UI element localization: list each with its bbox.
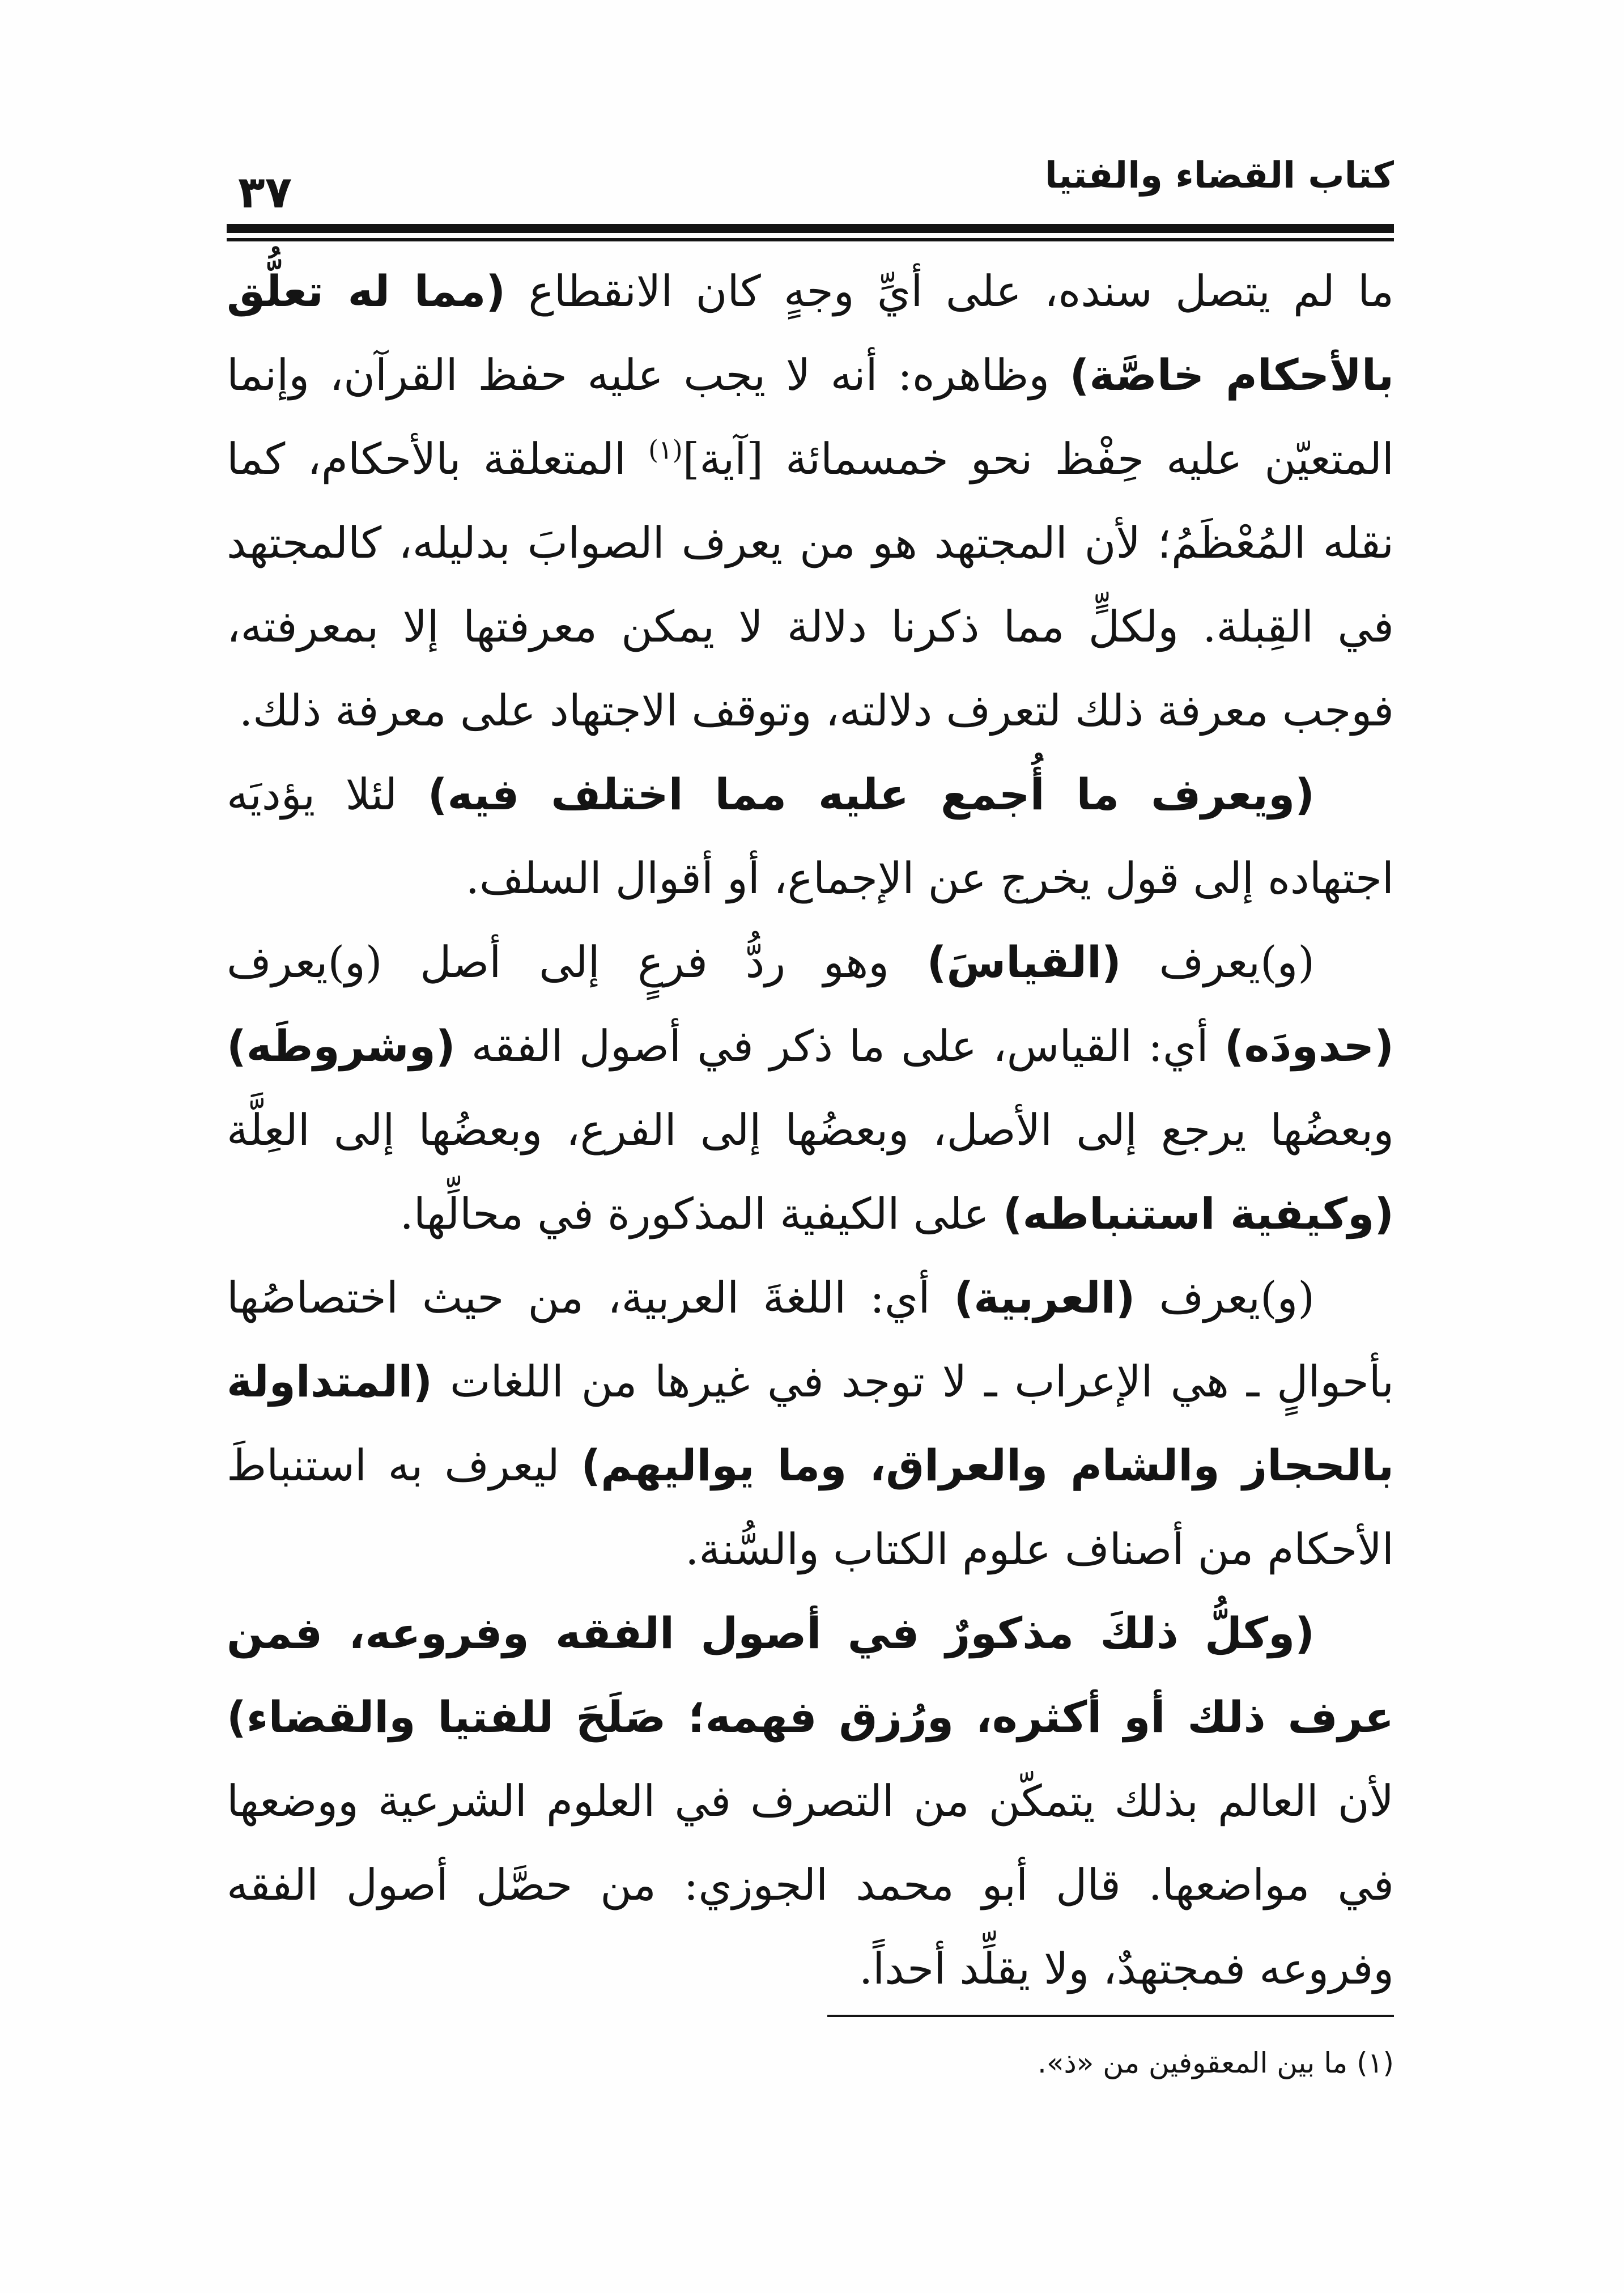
- matn-text: (وكيفية استنباطه): [1002, 1188, 1394, 1239]
- commentary-text: أي: اللغةَ العربية، من حيث اختصاصُها بأحوالٍ ـ هي الإعراب ـ لا توجد في غيرها من اللغات: [227, 1272, 1394, 1407]
- commentary-text: المتعلقة بالأحكام، كما نقله المُعْظَمُ؛ لأن المجتهد هو من يعرف الصوابَ بدليله، كالمجتهد في القِبلة. ولكلٍّ مما ذكرنا دلالة لا يمكن معرفتها إلا بمعرفته، فوجب معرفة ذلك لتعرف دلالته، وتوقف الاجتهاد على معرفة ذلك.: [227, 434, 1394, 736]
- commentary-text: ما لم يتصل سنده، على أيِّ وجهٍ كان الانقطاع: [505, 266, 1394, 316]
- commentary-text: لئلا يؤديَه اجتهاده إلى قول يخرج عن الإجماع، أو أقوال السلف.: [227, 769, 1394, 903]
- paragraph: [227, 1256, 1394, 1591]
- main-text: [227, 249, 1394, 2011]
- matn-text: (ويعرف ما أُجمع عليه مما اختلف فيه): [427, 769, 1315, 819]
- commentary-text: وظاهره: أنه لا يجب عليه حفظ القرآن، وإنما المتعيّن عليه حِفْظ نحو خمسمائة [آية]: [227, 350, 1394, 484]
- commentary-text: ليعرف به استنباطَ الأحكام من أصناف علوم الكتاب والسُّنة.: [227, 1440, 1394, 1574]
- matn-text: (حدودَه): [1224, 1021, 1394, 1071]
- matn-text: (وشروطَه): [227, 1021, 456, 1071]
- paragraph: [227, 249, 1394, 753]
- book-title: كتاب القضاء والفتيا: [1044, 155, 1394, 197]
- footnote-marker: (١): [648, 434, 683, 465]
- commentary-text: لأن العالم بذلك يتمكّن من التصرف في العلوم الشرعية ووضعها في مواضعها. قال أبو محمد الجوزي: من حصَّل أصول الفقه وفروعه فمجتهدٌ، ولا يقلِّد أحداً.: [227, 1776, 1394, 1994]
- commentary-text: (و)يعرف: [1135, 1272, 1315, 1323]
- commentary-text: على الكيفية المذكورة في محالِّها.: [399, 1188, 1003, 1239]
- footnote-separator: [827, 2015, 1394, 2017]
- paragraph: [227, 753, 1394, 920]
- matn-text: (المتداولة بالحجاز والشام والعراق، وما يواليهم): [227, 1356, 1394, 1491]
- matn-text: (مما له تعلُّق بالأحكام خاصَّة): [227, 266, 1394, 400]
- commentary-text: (و)يعرف: [1121, 937, 1315, 987]
- running-header: [227, 150, 1394, 218]
- paragraph: [227, 920, 1394, 1256]
- header-rule-thick: [227, 224, 1394, 233]
- footnote: (١) ما بين المعقوفين من «ذ».: [1038, 2046, 1394, 2079]
- matn-text: (العربية): [954, 1272, 1136, 1323]
- commentary-text: وبعضُها يرجع إلى الأصل، وبعضُها إلى الفرع، وبعضُها إلى العِلَّة: [227, 1105, 1394, 1155]
- matn-text: (وكلُّ ذلكَ مذكورٌ في أصول الفقه وفروعه، فمن عرف ذلك أو أكثره، ورُزق فهمه؛ صَلَحَ للفتيا والقضاء): [227, 1608, 1394, 1742]
- commentary-text: وهو ردُّ فرعٍ إلى أصل (و)يعرف: [227, 937, 927, 987]
- paragraph: [227, 1591, 1394, 2011]
- commentary-text: أي: القياس، على ما ذكر في أصول الفقه: [455, 1021, 1225, 1071]
- matn-text: (القياسَ): [926, 937, 1121, 987]
- header-rule-thin: [227, 238, 1394, 241]
- page-number: ٣٧: [238, 167, 292, 218]
